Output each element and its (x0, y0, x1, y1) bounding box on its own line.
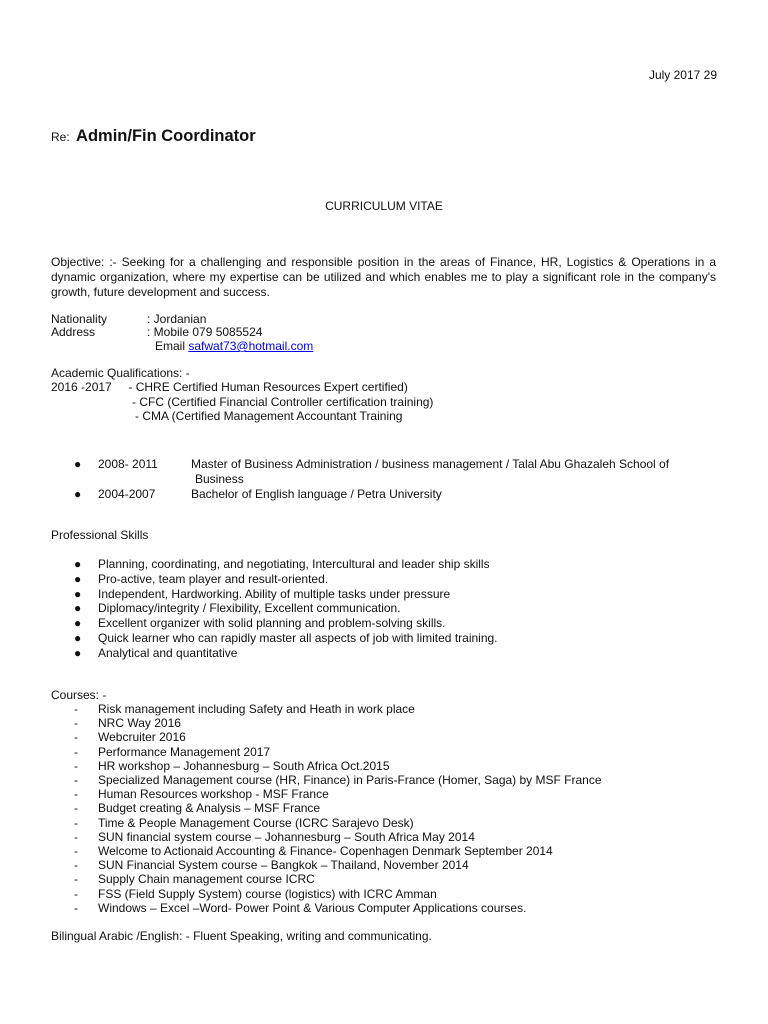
course-item: - Time & People Management Course (ICRC Sarajevo Desk) (74, 815, 414, 830)
course-item: - Webcruiter 2016 (74, 730, 186, 745)
dash-icon: - (74, 758, 78, 773)
education-item (0, 457, 711, 487)
bullet-icon: ● (74, 586, 82, 601)
course-item: - Windows – Excel –Word- Power Point & Various Computer Applications courses. (74, 900, 527, 915)
bullet-icon: ● (74, 616, 82, 631)
cv-title: CURRICULUM VITAE (325, 199, 443, 213)
skill-item: ● Diplomacy/integrity / Flexibility, Excellent communication. (74, 601, 401, 616)
skill-item: ● Pro-active, team player and result-oriented. (74, 571, 329, 586)
courses-heading: Courses: - (51, 688, 107, 702)
bullet-icon: ● (74, 645, 82, 660)
dash-icon: - (74, 872, 78, 887)
email-row (155, 339, 313, 353)
mobile-value: : Mobile 079 5085524 (147, 325, 263, 339)
dash-icon: - (74, 702, 78, 716)
courses-list (0, 702, 602, 915)
email-label: Email (155, 339, 186, 353)
document-date: July 2017 29 (648, 68, 717, 82)
nationality-value: : Jordanian (147, 312, 207, 326)
education-years: 2004-2007 (98, 486, 156, 501)
course-item: - HR workshop – Johannesburg – South Africa Oct.2015 (74, 758, 390, 773)
address-label: Address (51, 325, 96, 339)
course-item: - Performance Management 2017 (74, 744, 271, 759)
bullet-icon: ● (74, 457, 82, 471)
dash-icon: - (74, 815, 78, 830)
education-item (0, 487, 711, 502)
re-label: Re: (51, 130, 70, 144)
course-item: - Human Resources workshop - MSF France (74, 787, 329, 802)
course-item: - SUN financial system course – Johannesburg – South Africa May 2014 (74, 829, 475, 844)
education-years: 2008- 2011 (98, 457, 158, 471)
position-title: Admin/Fin Coordinator (76, 127, 256, 145)
course-item: - NRC Way 2016 (74, 716, 181, 731)
nationality-label: Nationality (51, 312, 108, 326)
dash-icon: - (74, 801, 78, 816)
bullet-icon: ● (74, 486, 82, 501)
skill-item: ● Independent, Hardworking. Ability of multiple tasks under pressure (74, 586, 451, 601)
dash-icon: - (74, 829, 78, 844)
education-desc: Bachelor of English language / Petra University (191, 486, 442, 501)
course-item: - Budget creating & Analysis – MSF France (74, 801, 321, 816)
dash-icon: - (74, 744, 78, 759)
education-list (0, 457, 711, 501)
education-desc-cont: Business (195, 471, 244, 486)
dash-icon: - (74, 858, 78, 873)
languages-line: Bilingual Arabic /English: - Fluent Speaking, writing and communicating. (51, 929, 432, 943)
skill-item: ● Planning, coordinating, and negotiating, Intercultural and leader ship skills (74, 557, 490, 571)
dash-icon: - (74, 787, 78, 802)
bullet-icon: ● (74, 601, 82, 616)
education-desc: Master of Business Administration / business management / Talal Abu Ghazaleh School of (191, 457, 670, 471)
objective-paragraph: Objective: :- Seeking for a challenging and responsible position in the areas of Finance, HR, Logistics & Operations in a dynamic organization, where my expertise can be utilized and which enables me to play a significant role in the company's growth, future development and success. (51, 255, 716, 299)
dash-icon: - (74, 773, 78, 788)
course-item: - Specialized Management course (HR, Finance) in Paris-France (Homer, Saga) by MSF France (74, 773, 602, 788)
bullet-icon: ● (74, 571, 82, 586)
skill-item: ● Analytical and quantitative (74, 645, 238, 660)
academic-line-chre: 2016 -2017 - CHRE Certified Human Resources Expert certified) (51, 380, 408, 394)
dash-icon: - (74, 886, 78, 901)
dash-icon: - (74, 716, 78, 731)
academic-heading: Academic Qualifications: - (51, 366, 190, 380)
course-item: - Risk management including Safety and Heath in work place (74, 702, 415, 716)
academic-line-cma: - CMA (Certified Management Accountant Training (135, 409, 403, 423)
academic-line-cfc: - CFC (Certified Financial Controller certification training) (132, 395, 434, 409)
skill-item: ● Excellent organizer with solid planning and problem-solving skills. (74, 616, 446, 631)
skills-list (0, 557, 498, 661)
dash-icon: - (74, 900, 78, 915)
course-item: - FSS (Field Supply System) course (logistics) with ICRC Amman (74, 886, 437, 901)
subject-line (51, 127, 256, 146)
course-item: - Welcome to Actionaid Accounting & Finance- Copenhagen Denmark September 2014 (74, 844, 553, 859)
course-item: - Supply Chain management course ICRC (74, 872, 315, 887)
course-item: - SUN Financial System course – Bangkok – Thailand, November 2014 (74, 858, 469, 873)
dash-icon: - (74, 844, 78, 859)
email-link[interactable]: safwat73@hotmail.com (188, 339, 314, 353)
dash-icon: - (74, 730, 78, 745)
skill-item: ● Quick learner who can rapidly master all aspects of job with limited training. (74, 630, 498, 645)
address-row (51, 325, 262, 339)
bullet-icon: ● (74, 557, 82, 571)
skills-heading: Professional Skills (51, 528, 149, 542)
nationality-row (51, 312, 206, 326)
bullet-icon: ● (74, 630, 82, 645)
